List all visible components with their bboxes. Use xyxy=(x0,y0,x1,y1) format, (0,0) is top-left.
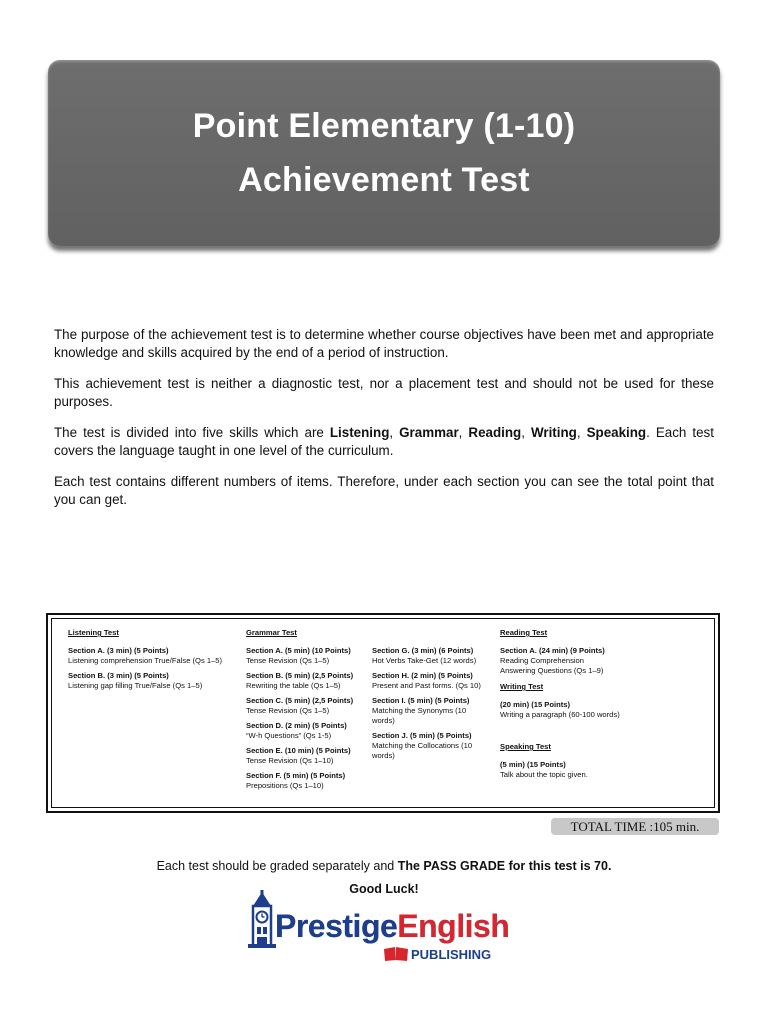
writing-heading: Writing Test xyxy=(500,682,544,691)
title-banner xyxy=(48,60,720,246)
total-time-badge: TOTAL TIME :105 min. xyxy=(551,818,719,835)
grammar-section-b xyxy=(246,671,366,691)
grammar-heading: Grammar Test xyxy=(246,628,297,637)
listening-section-a xyxy=(68,646,228,666)
reading-section-a xyxy=(500,646,660,676)
section-desc: Talk about the topic given. xyxy=(500,770,588,779)
section-desc: Reading Comprehension xyxy=(500,656,585,665)
section-title: Section B. (3 min) (5 Points) xyxy=(68,671,169,680)
section-title: Section E. (10 min) (5 Points) xyxy=(246,746,351,755)
title-line-1: Point Elementary (1-10) xyxy=(192,107,576,145)
reading-heading: Reading Test xyxy=(500,628,548,637)
section-desc: Listening comprehension True/False (Qs 1–5) xyxy=(68,656,223,665)
intro-text xyxy=(54,326,714,522)
section-desc: Listening gap filling True/False (Qs 1–5) xyxy=(68,681,203,690)
section-title: Section G. (3 min) (6 Points) xyxy=(372,646,474,655)
open-book-icon xyxy=(383,945,409,963)
section-desc: Matching the Synonyms (10 words) xyxy=(372,706,467,725)
listening-heading: Listening Test xyxy=(68,628,119,637)
intro-p3-prefix: The test is divided into five skills which are xyxy=(54,425,330,440)
grammar-section-c xyxy=(246,696,366,716)
grading-note xyxy=(0,859,768,873)
sections-table xyxy=(46,613,720,813)
intro-p3-suffix: . Each test covers the language taught in one level of the curriculum. xyxy=(54,425,714,458)
section-title: (5 min) (15 Points) xyxy=(500,760,566,769)
section-title: Section D. (2 min) (5 Points) xyxy=(246,721,347,730)
sections-inner-border xyxy=(51,618,715,808)
section-title: Section C. (5 min) (2,5 Points) xyxy=(246,696,354,705)
intro-paragraph-1: The purpose of the achievement test is to determine whether course objectives have been met and appropriate knowledge and skills acquired by the end of a period of instruction. xyxy=(54,327,714,360)
section-desc: Tense Revision (Qs 1–5) xyxy=(246,706,330,715)
prestige-english-logo xyxy=(243,890,533,970)
section-title: Section A. (3 min) (5 Points) xyxy=(68,646,169,655)
skill-listening: Listening xyxy=(329,425,390,440)
grammar-section-d xyxy=(246,721,366,741)
section-desc: Tense Revision (Qs 1–10) xyxy=(246,756,334,765)
publishing-label: PUBLISHING xyxy=(411,947,492,962)
intro-paragraph-2: This achievement test is neither a diagnostic test, nor a placement test and should not be used for these purposes. xyxy=(54,376,714,409)
speaking-section xyxy=(500,760,660,780)
section-desc: Matching the Collocations (10 words) xyxy=(372,741,473,760)
section-desc: Hot Verbs Take-Get (12 words) xyxy=(372,656,477,665)
grammar-section-f xyxy=(246,771,366,791)
skill-reading: Reading xyxy=(468,425,522,440)
grammar-section-h xyxy=(372,671,490,691)
section-title: Section B. (5 min) (2,5 Points) xyxy=(246,671,354,680)
section-desc: Answering Questions (Qs 1–9) xyxy=(500,666,604,675)
listening-column xyxy=(68,628,228,696)
reading-writing-speaking-column xyxy=(500,628,660,785)
speaking-heading: Speaking Test xyxy=(500,742,551,751)
section-desc: Tense Revision (Qs 1–5) xyxy=(246,656,330,665)
brand-english: English xyxy=(397,908,510,944)
grammar-section-g xyxy=(372,646,490,666)
section-title: Section A. (5 min) (10 Points) xyxy=(246,646,351,655)
section-desc: “W-h Questions” (Qs 1-5) xyxy=(246,731,332,740)
section-title: Section A. (24 min) (9 Points) xyxy=(500,646,605,655)
section-desc: Rewriting the table (Qs 1–5) xyxy=(246,681,341,690)
skill-writing: Writing xyxy=(530,425,577,440)
brand-name xyxy=(275,908,509,945)
grammar-section-a xyxy=(246,646,366,666)
section-title: Section F. (5 min) (5 Points) xyxy=(246,771,346,780)
title-line-2: Achievement Test xyxy=(238,161,530,199)
section-desc: Writing a paragraph (60-100 words) xyxy=(500,710,620,719)
section-desc: Prepositions (Qs 1–10) xyxy=(246,781,324,790)
grammar-section-j xyxy=(372,731,490,761)
brand-prestige: Prestige xyxy=(275,908,398,944)
grammar-section-i xyxy=(372,696,490,726)
listening-section-b xyxy=(68,671,228,691)
skill-grammar: Grammar xyxy=(399,425,459,440)
skill-speaking: Speaking xyxy=(586,425,647,440)
clock-tower-icon xyxy=(245,890,279,950)
section-title: Section H. (2 min) (5 Points) xyxy=(372,671,473,680)
section-title: Section I. (5 min) (5 Points) xyxy=(372,696,470,705)
section-desc: Present and Past forms. (Qs 10) xyxy=(372,681,481,690)
grading-prefix: Each test should be graded separately and xyxy=(156,859,398,873)
grammar-column-1 xyxy=(246,628,366,796)
section-title: Section J. (5 min) (5 Points) xyxy=(372,731,472,740)
pass-grade: The PASS GRADE for this test is 70. xyxy=(397,859,612,873)
intro-paragraph-4: Each test contains different numbers of items. Therefore, under each section you can see the total point that you can get. xyxy=(54,474,714,507)
grammar-section-e xyxy=(246,746,366,766)
section-title: (20 min) (15 Points) xyxy=(500,700,571,709)
intro-paragraph-3: The test is divided into five skills which are Listening, Grammar, Reading, Writing, Speaking. Each test covers the language taught in one level of the curriculum. xyxy=(54,425,714,458)
writing-section xyxy=(500,700,660,720)
grammar-column-2 xyxy=(372,646,490,766)
good-luck: Good Luck! xyxy=(349,882,419,896)
